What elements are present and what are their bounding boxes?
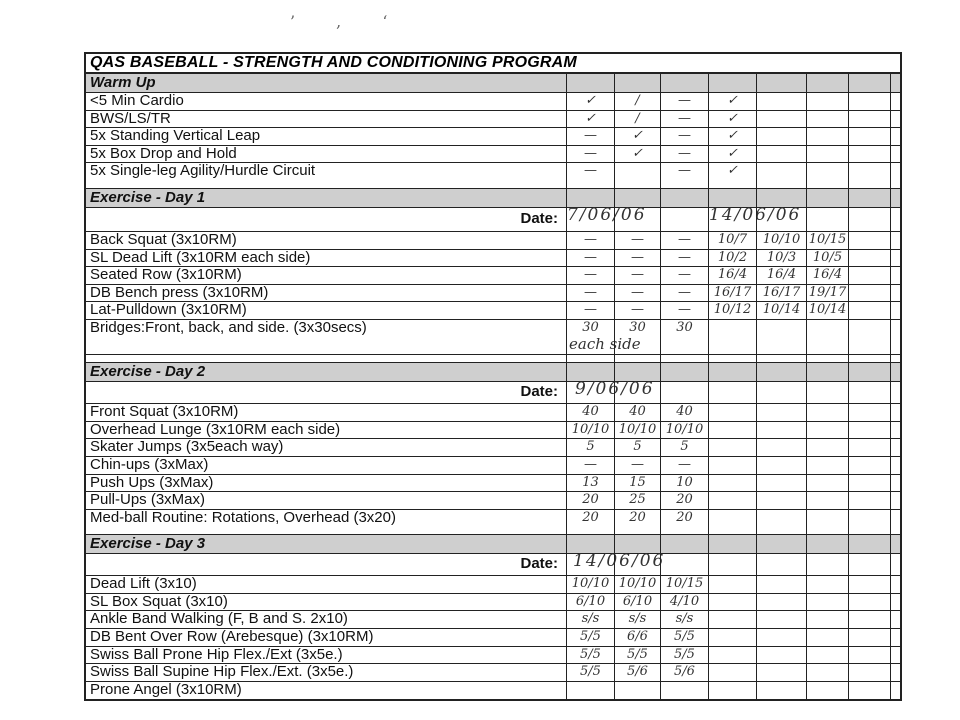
day3-row: [86, 664, 900, 682]
day1-row: [86, 232, 900, 250]
exercise-label: Bridges:Front, back, and side. (3x30secs): [90, 319, 367, 336]
entry-cell: [708, 475, 756, 492]
entry-cell: [756, 422, 806, 439]
entry-cell: [708, 664, 756, 681]
entry-cell: [890, 576, 944, 593]
entry-cell: 5/5: [566, 664, 614, 681]
exercise-label: Front Squat (3x10RM): [90, 403, 239, 421]
day1-row: [86, 320, 900, 338]
entry-cell: ✓: [614, 146, 660, 163]
entry-cell: 10/3: [756, 250, 806, 267]
entry-cell: [890, 475, 944, 492]
entry-cell: [848, 93, 890, 110]
entry-cell: ✓: [708, 163, 756, 181]
day3-row: [86, 647, 900, 665]
entry-cell: 20: [566, 510, 614, 528]
entry-cell: [806, 475, 848, 492]
day2-row: [86, 439, 900, 457]
entry-cell: [806, 128, 848, 145]
entry-cell: [890, 232, 944, 249]
entry-cell: —: [614, 267, 660, 284]
exercise-label: Overhead Lunge (3x10RM each side): [90, 421, 341, 438]
entry-cell: [848, 576, 890, 593]
warmup-row: [86, 128, 900, 146]
entry-cell: [890, 250, 944, 267]
day1-row: [86, 250, 900, 268]
day1-row: [86, 285, 900, 303]
entry-cell: [708, 647, 756, 664]
entry-cell: [848, 492, 890, 509]
entry-cell: 20: [660, 492, 708, 509]
day2-row: [86, 475, 900, 493]
entry-cell: [848, 647, 890, 664]
entry-cell: [756, 492, 806, 509]
entry-cell: —: [614, 285, 660, 302]
entry-cell: 20: [660, 510, 708, 528]
entry-cell: —: [660, 111, 708, 128]
entry-cell: 13: [566, 475, 614, 492]
entry-cell: [756, 510, 806, 528]
entry-cell: [806, 594, 848, 611]
entry-cell: [848, 404, 890, 421]
day3-date-row: [86, 551, 900, 576]
entry-cell: [890, 647, 944, 664]
entry-cell: [848, 250, 890, 267]
entry-cell: [848, 146, 890, 163]
entry-cell: [806, 576, 848, 593]
exercise-label: Seated Row (3x10RM): [90, 267, 242, 284]
day1-row: [86, 302, 900, 320]
entry-cell: 10/10: [566, 576, 614, 593]
day2-date-1: 9/06/06: [575, 379, 655, 400]
entry-cell: [848, 629, 890, 646]
entry-cell: [890, 111, 944, 128]
entry-cell: —: [566, 146, 614, 163]
each-side-note: each side: [569, 334, 641, 353]
day2-row: [86, 422, 900, 440]
entry-cell: —: [660, 163, 708, 181]
entry-cell: 10/10: [614, 576, 660, 593]
entry-cell: [848, 232, 890, 249]
entry-cell: [806, 492, 848, 509]
entry-cell: [848, 320, 890, 338]
entry-cell: [708, 422, 756, 439]
entry-cell: [890, 404, 944, 421]
entry-cell: [890, 320, 944, 338]
day2-row: [86, 492, 900, 510]
entry-cell: [708, 320, 756, 338]
entry-cell: 5/5: [566, 629, 614, 646]
entry-cell: —: [566, 250, 614, 267]
entry-cell: [806, 163, 848, 181]
day2-row: [86, 404, 900, 422]
entry-cell: —: [660, 267, 708, 284]
entry-cell: 5/5: [614, 647, 660, 664]
entry-cell: [806, 93, 848, 110]
entry-cell: [708, 404, 756, 421]
entry-cell: [806, 611, 848, 628]
entry-cell: ✓: [614, 128, 660, 145]
page-title: QAS BASEBALL - STRENGTH AND CONDITIONING PROGRAM: [90, 54, 577, 71]
entry-cell: —: [660, 457, 708, 474]
entry-cell: [756, 439, 806, 456]
entry-cell: —: [660, 302, 708, 319]
day1-note-row: [86, 334, 900, 356]
exercise-label: BWS/LS/TR: [90, 110, 171, 127]
entry-cell: 6/10: [566, 594, 614, 611]
entry-cell: /: [614, 93, 660, 110]
entry-cell: 10/14: [756, 302, 806, 319]
entry-cell: [848, 439, 890, 456]
program-sheet: [84, 52, 902, 701]
spacer-row: [86, 527, 900, 535]
day3-heading-row: [86, 535, 900, 554]
entry-cell: 5: [660, 439, 708, 456]
entry-cell: [756, 682, 806, 700]
day1-row: [86, 267, 900, 285]
date-label: Date:: [520, 383, 558, 401]
exercise-label: SL Dead Lift (3x10RM each side): [90, 249, 311, 266]
exercise-label: Skater Jumps (3x5each way): [90, 439, 284, 456]
entry-cell: ✓: [708, 146, 756, 163]
entry-cell: 5/5: [566, 647, 614, 664]
entry-cell: [806, 682, 848, 700]
entry-cell: 10: [660, 475, 708, 492]
entry-cell: —: [614, 250, 660, 267]
entry-cell: [756, 457, 806, 474]
entry-cell: [890, 510, 944, 528]
day3-row: [86, 682, 900, 700]
entry-cell: [708, 510, 756, 528]
entry-cell: s/s: [614, 611, 660, 628]
entry-cell: —: [566, 267, 614, 284]
entry-cell: —: [566, 302, 614, 319]
entry-cell: —: [660, 285, 708, 302]
warmup-row: [86, 163, 900, 181]
exercise-label: Swiss Ball Supine Hip Flex./Ext. (3x5e.): [90, 664, 354, 681]
exercise-label: <5 Min Cardio: [90, 93, 184, 109]
exercise-label: Push Ups (3xMax): [90, 474, 214, 491]
entry-cell: [890, 128, 944, 145]
entry-cell: 5: [614, 439, 660, 456]
entry-cell: [756, 611, 806, 628]
entry-cell: [756, 475, 806, 492]
entry-cell: —: [614, 232, 660, 249]
entry-cell: —: [614, 457, 660, 474]
entry-cell: —: [660, 128, 708, 145]
entry-cell: 40: [660, 404, 708, 421]
entry-cell: [806, 111, 848, 128]
exercise-label: Med-ball Routine: Rotations, Overhead (3x20): [90, 509, 396, 526]
date-label: Date:: [520, 555, 558, 573]
exercise-label: Prone Angel (3x10RM): [90, 681, 242, 698]
entry-cell: [806, 629, 848, 646]
entry-cell: 40: [566, 404, 614, 421]
exercise-label: 5x Box Drop and Hold: [90, 145, 237, 162]
entry-cell: [708, 682, 756, 700]
entry-cell: [806, 404, 848, 421]
entry-cell: [756, 576, 806, 593]
entry-cell: [660, 682, 708, 700]
entry-cell: 16/4: [806, 267, 848, 284]
entry-cell: [806, 439, 848, 456]
warmup-row: [86, 93, 900, 111]
entry-cell: [614, 163, 660, 181]
entry-cell: [756, 93, 806, 110]
entry-cell: /: [614, 111, 660, 128]
entry-cell: [890, 93, 944, 110]
entry-cell: [848, 475, 890, 492]
entry-cell: [806, 647, 848, 664]
entry-cell: 10/12: [708, 302, 756, 319]
day3-row: [86, 611, 900, 629]
entry-cell: [890, 267, 944, 284]
entry-cell: 30: [566, 320, 614, 338]
entry-cell: [848, 302, 890, 319]
entry-cell: [848, 594, 890, 611]
entry-cell: [890, 457, 944, 474]
entry-cell: 10/14: [806, 302, 848, 319]
warmup-row: [86, 146, 900, 164]
entry-cell: [756, 664, 806, 681]
entry-cell: [890, 146, 944, 163]
entry-cell: [890, 302, 944, 319]
entry-cell: 5/6: [660, 664, 708, 681]
warmup-row: [86, 111, 900, 129]
entry-cell: [848, 128, 890, 145]
entry-cell: ✓: [708, 111, 756, 128]
section-heading-day2: Exercise - Day 2: [90, 363, 206, 381]
entry-cell: [708, 576, 756, 593]
entry-cell: 6/10: [614, 594, 660, 611]
entry-cell: [848, 163, 890, 181]
entry-cell: 16/4: [708, 267, 756, 284]
entry-cell: —: [566, 232, 614, 249]
entry-cell: 4/10: [660, 594, 708, 611]
entry-cell: [756, 128, 806, 145]
day1-date-2: 14/06/06: [709, 204, 802, 225]
entry-cell: 10/15: [660, 576, 708, 593]
entry-cell: 10/10: [614, 422, 660, 439]
entry-cell: [708, 611, 756, 628]
entry-cell: [848, 664, 890, 681]
entry-cell: [756, 320, 806, 338]
entry-cell: [806, 510, 848, 528]
entry-cell: [756, 594, 806, 611]
entry-cell: 20: [566, 492, 614, 509]
entry-cell: ✓: [708, 128, 756, 145]
entry-cell: 10/10: [756, 232, 806, 249]
entry-cell: 30: [614, 320, 660, 338]
entry-cell: 5/5: [660, 629, 708, 646]
exercise-label: 5x Standing Vertical Leap: [90, 128, 261, 145]
entry-cell: [890, 163, 944, 181]
entry-cell: 15: [614, 475, 660, 492]
entry-cell: [848, 111, 890, 128]
entry-cell: 6/6: [614, 629, 660, 646]
entry-cell: [756, 163, 806, 181]
entry-cell: [848, 422, 890, 439]
entry-cell: 10/5: [806, 250, 848, 267]
exercise-label: Pull-Ups (3xMax): [90, 492, 206, 509]
entry-cell: [614, 682, 660, 700]
exercise-label: DB Bent Over Row (Arebesque) (3x10RM): [90, 629, 374, 646]
entry-cell: —: [566, 163, 614, 181]
entry-cell: [708, 492, 756, 509]
top-scribble: ’ , ‘: [290, 12, 406, 31]
day1-date-1: 7/06/06: [567, 204, 647, 225]
entry-cell: [756, 647, 806, 664]
exercise-label: Dead Lift (3x10): [90, 576, 197, 593]
entry-cell: ✓: [708, 93, 756, 110]
date-label: Date:: [520, 209, 558, 227]
entry-cell: ✓: [566, 111, 614, 128]
entry-cell: 25: [614, 492, 660, 509]
exercise-label: Back Squat (3x10RM): [90, 231, 237, 248]
title-row: [86, 54, 900, 74]
warmup-heading-row: [86, 74, 900, 93]
entry-cell: —: [660, 146, 708, 163]
entry-cell: —: [566, 128, 614, 145]
entry-cell: —: [660, 250, 708, 267]
day2-date-row: [86, 379, 900, 404]
entry-cell: [890, 594, 944, 611]
entry-cell: —: [566, 457, 614, 474]
day2-heading-row: [86, 363, 900, 382]
entry-cell: 10/10: [566, 422, 614, 439]
exercise-label: Chin-ups (3xMax): [90, 456, 209, 473]
day2-row: [86, 457, 900, 475]
day3-row: [86, 629, 900, 647]
entry-cell: [890, 611, 944, 628]
entry-cell: [890, 422, 944, 439]
entry-cell: —: [566, 285, 614, 302]
entry-cell: 40: [614, 404, 660, 421]
entry-cell: 19/17: [806, 285, 848, 302]
spacer-row: [86, 181, 900, 189]
entry-cell: [890, 664, 944, 681]
entry-cell: 5/5: [660, 647, 708, 664]
entry-cell: —: [660, 232, 708, 249]
entry-cell: [848, 682, 890, 700]
entry-cell: [756, 111, 806, 128]
entry-cell: [756, 404, 806, 421]
entry-cell: [890, 492, 944, 509]
exercise-label: SL Box Squat (3x10): [90, 593, 228, 610]
entry-cell: 16/4: [756, 267, 806, 284]
section-heading-warmup: Warm Up: [90, 74, 156, 91]
entry-cell: [890, 439, 944, 456]
entry-cell: 5: [566, 439, 614, 456]
exercise-label: DB Bench press (3x10RM): [90, 284, 269, 301]
day2-row: [86, 510, 900, 528]
exercise-label: Ankle Band Walking (F, B and S. 2x10): [90, 611, 348, 628]
exercise-label: Swiss Ball Prone Hip Flex./Ext (3x5e.): [90, 646, 343, 663]
entry-cell: [890, 629, 944, 646]
entry-cell: 30: [660, 320, 708, 338]
entry-cell: [806, 664, 848, 681]
entry-cell: [848, 285, 890, 302]
exercise-label: Lat-Pulldown (3x10RM): [90, 302, 247, 319]
day1-date-row: [86, 204, 900, 232]
entry-cell: [708, 629, 756, 646]
entry-cell: —: [614, 302, 660, 319]
entry-cell: s/s: [566, 611, 614, 628]
entry-cell: 16/17: [756, 285, 806, 302]
entry-cell: [848, 457, 890, 474]
entry-cell: 10/7: [708, 232, 756, 249]
entry-cell: [806, 320, 848, 338]
entry-cell: 10/2: [708, 250, 756, 267]
section-heading-day3: Exercise - Day 3: [90, 535, 206, 553]
exercise-label: 5x Single-leg Agility/Hurdle Circuit: [90, 163, 316, 180]
entry-cell: [708, 439, 756, 456]
entry-cell: 10/15: [806, 232, 848, 249]
entry-cell: [890, 285, 944, 302]
entry-cell: s/s: [660, 611, 708, 628]
entry-cell: [806, 457, 848, 474]
entry-cell: 10/10: [660, 422, 708, 439]
entry-cell: 16/17: [708, 285, 756, 302]
spacer-row: [86, 355, 900, 363]
entry-cell: [756, 629, 806, 646]
entry-cell: [848, 611, 890, 628]
entry-cell: [890, 682, 944, 700]
entry-cell: [848, 510, 890, 528]
day3-date-1: 14/06/06: [573, 551, 666, 572]
entry-cell: [806, 146, 848, 163]
entry-cell: 5/6: [614, 664, 660, 681]
entry-cell: ✓: [566, 93, 614, 110]
entry-cell: —: [660, 93, 708, 110]
day3-row: [86, 594, 900, 612]
entry-cell: [848, 267, 890, 284]
entry-cell: [708, 594, 756, 611]
section-heading-day1: Exercise - Day 1: [90, 188, 206, 206]
entry-cell: [566, 682, 614, 700]
entry-cell: [806, 422, 848, 439]
entry-cell: [756, 146, 806, 163]
day3-row: [86, 576, 900, 594]
entry-cell: 20: [614, 510, 660, 528]
entry-cell: [708, 457, 756, 474]
